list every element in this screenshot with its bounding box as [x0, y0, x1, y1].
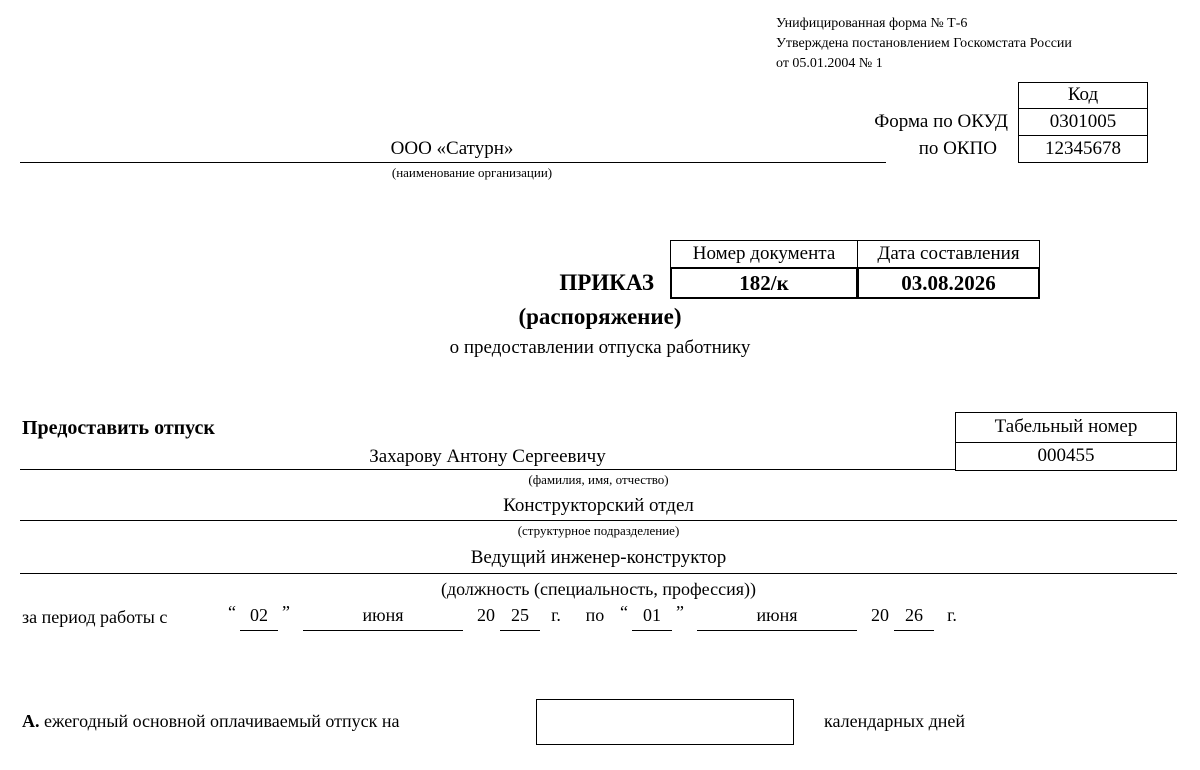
tab-number-header: Табельный номер: [994, 416, 1138, 437]
order-description: о предоставлении отпуска работнику: [449, 337, 751, 358]
from-month: июня: [362, 605, 404, 625]
position-underline: [20, 573, 1177, 574]
doc-date-cell: [857, 267, 1040, 299]
to-day-underline: [632, 630, 672, 631]
to-label: по: [585, 605, 605, 625]
department-underline: [20, 520, 1177, 521]
from-day-underline: [240, 630, 278, 631]
to-day: 01: [643, 605, 661, 625]
tab-number: 000455: [1037, 445, 1095, 466]
doc-number: 182/к: [739, 271, 789, 295]
period-label: за период работы с: [22, 607, 168, 627]
code-header: Код: [1067, 84, 1099, 105]
from-year-suffix: г.: [551, 605, 561, 625]
to-century: 20: [871, 605, 889, 625]
organization-underline: [20, 162, 886, 163]
from-year-underline: [500, 630, 540, 631]
from-open-quote: “: [228, 602, 236, 622]
form-approval-line: Утверждена постановлением Госкомстата России: [776, 36, 1072, 51]
to-open-quote: “: [620, 602, 628, 622]
okpo-code: 12345678: [1045, 138, 1121, 159]
from-day: 02: [250, 605, 268, 625]
order-subtitle: (распоряжение): [518, 304, 682, 329]
leave-a-letter: А.: [22, 711, 40, 731]
tab-number-cell: [955, 442, 1177, 471]
to-year-suffix: г.: [947, 605, 957, 625]
position-name: Ведущий инженер-конструктор: [470, 547, 727, 568]
okpo-label: по ОКПО: [918, 138, 997, 159]
code-header-cell: [1018, 82, 1148, 109]
employee-name-underline: [20, 469, 955, 470]
organization-name: ООО «Сатурн»: [390, 138, 514, 159]
to-month-underline: [697, 630, 857, 631]
from-year: 25: [511, 605, 529, 625]
department-caption: (структурное подразделение): [517, 523, 680, 538]
okud-label: Форма по ОКУД: [874, 111, 1008, 132]
leave-a-text: ежегодный основной оплачиваемый отпуск на: [44, 711, 400, 731]
leave-a-label: [22, 709, 400, 733]
department-name: Конструкторский отдел: [503, 495, 694, 516]
leave-days-field[interactable]: [536, 699, 794, 745]
okud-code-cell: [1018, 108, 1148, 136]
form-header: [776, 14, 1072, 74]
to-year-underline: [894, 630, 934, 631]
doc-date: 03.08.2026: [901, 271, 996, 295]
grant-leave-label: Предоставить отпуск: [22, 417, 215, 439]
doc-date-header-cell: [857, 240, 1040, 268]
employee-name-caption: (фамилия, имя, отчество): [528, 472, 669, 487]
order-title: ПРИКАЗ: [559, 270, 654, 295]
organization-caption: (наименование организации): [391, 165, 553, 180]
doc-date-header: Дата составления: [877, 243, 1020, 264]
from-close-quote: ”: [282, 602, 290, 622]
form-number-line: Унифицированная форма № Т-6: [776, 16, 968, 31]
from-century: 20: [477, 605, 495, 625]
doc-number-header: Номер документа: [692, 243, 836, 264]
form-date-line: от 05.01.2004 № 1: [776, 56, 883, 71]
to-year: 26: [905, 605, 923, 625]
leave-days-suffix: календарных дней: [824, 711, 966, 731]
okpo-code-cell: [1018, 135, 1148, 163]
position-caption: (должность (специальность, профессия)): [441, 579, 756, 599]
doc-number-cell: [670, 267, 858, 299]
doc-number-header-cell: [670, 240, 858, 268]
employee-name: Захарову Антону Сергеевичу: [369, 446, 606, 467]
to-close-quote: ”: [676, 602, 684, 622]
to-month: июня: [756, 605, 798, 625]
tab-number-header-cell: [955, 412, 1177, 443]
okud-code: 0301005: [1049, 111, 1117, 132]
from-month-underline: [303, 630, 463, 631]
